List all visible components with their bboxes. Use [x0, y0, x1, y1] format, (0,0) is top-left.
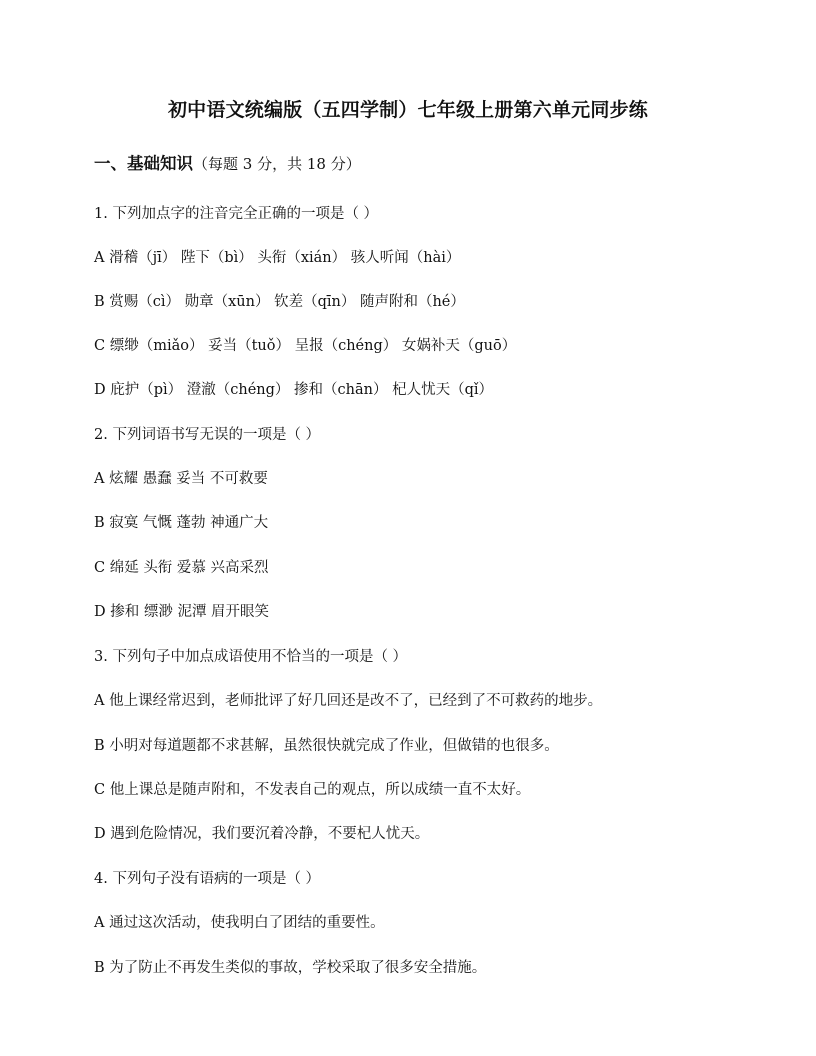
q4-option-b: B 为了防止不再发生类似的事故，学校采取了很多安全措施。 — [94, 960, 487, 976]
q1-option-b: B 赏赐（cì） 勋章（xūn） 钦差（qīn） 随声附和（hé） — [94, 294, 465, 310]
q2-option-d: D 掺和 缥渺 泥潭 眉开眼笑 — [94, 604, 270, 620]
q3-option-d: D 遇到危险情况，我们要沉着冷静，不要杞人忧天。 — [94, 826, 430, 842]
q3-option-a: A 他上课经常迟到，老师批评了好几回还是改不了，已经到了不可救药的地步。 — [94, 693, 603, 709]
q4-option-a: A 通过这次活动，使我明白了团结的重要性。 — [94, 915, 385, 931]
question-4: 4. 下列句子没有语病的一项是（ ） — [94, 871, 321, 887]
q1-option-d: D 庇护（pì） 澄澈（chéng） 掺和（chān） 杞人忧天（qǐ） — [94, 382, 494, 398]
q1-option-c: C 缥缈（miǎo） 妥当（tuǒ） 呈报（chéng） 女娲补天（guō） — [94, 338, 517, 354]
section-heading-note: （每题 3 分，共 18 分） — [193, 155, 361, 173]
q2-option-c: C 绵延 头衔 爱慕 兴高采烈 — [94, 560, 269, 576]
document-title: 初中语文统编版（五四学制）七年级上册第六单元同步练 — [167, 99, 648, 121]
question-1: 1. 下列加点字的注音完全正确的一项是（ ） — [94, 206, 379, 222]
section-heading-label: 一、基础知识 — [94, 154, 193, 173]
section-heading — [94, 150, 361, 174]
q3-option-b: B 小明对每道题都不求甚解，虽然很快就完成了作业，但做错的也很多。 — [94, 738, 559, 754]
q2-option-b: B 寂寞 气慨 蓬勃 神通广大 — [94, 515, 269, 531]
q1-option-a: A 滑稽（jī） 陛下（bì） 头衔（xián） 骇人听闻（hài） — [94, 250, 461, 266]
question-3: 3. 下列句子中加点成语使用不恰当的一项是（ ） — [94, 649, 408, 665]
q2-option-a: A 炫耀 愚蠢 妥当 不可救要 — [94, 471, 268, 487]
q3-option-c: C 他上课总是随声附和，不发表自己的观点，所以成绩一直不太好。 — [94, 782, 531, 798]
question-2: 2. 下列词语书写无误的一项是（ ） — [94, 427, 321, 443]
